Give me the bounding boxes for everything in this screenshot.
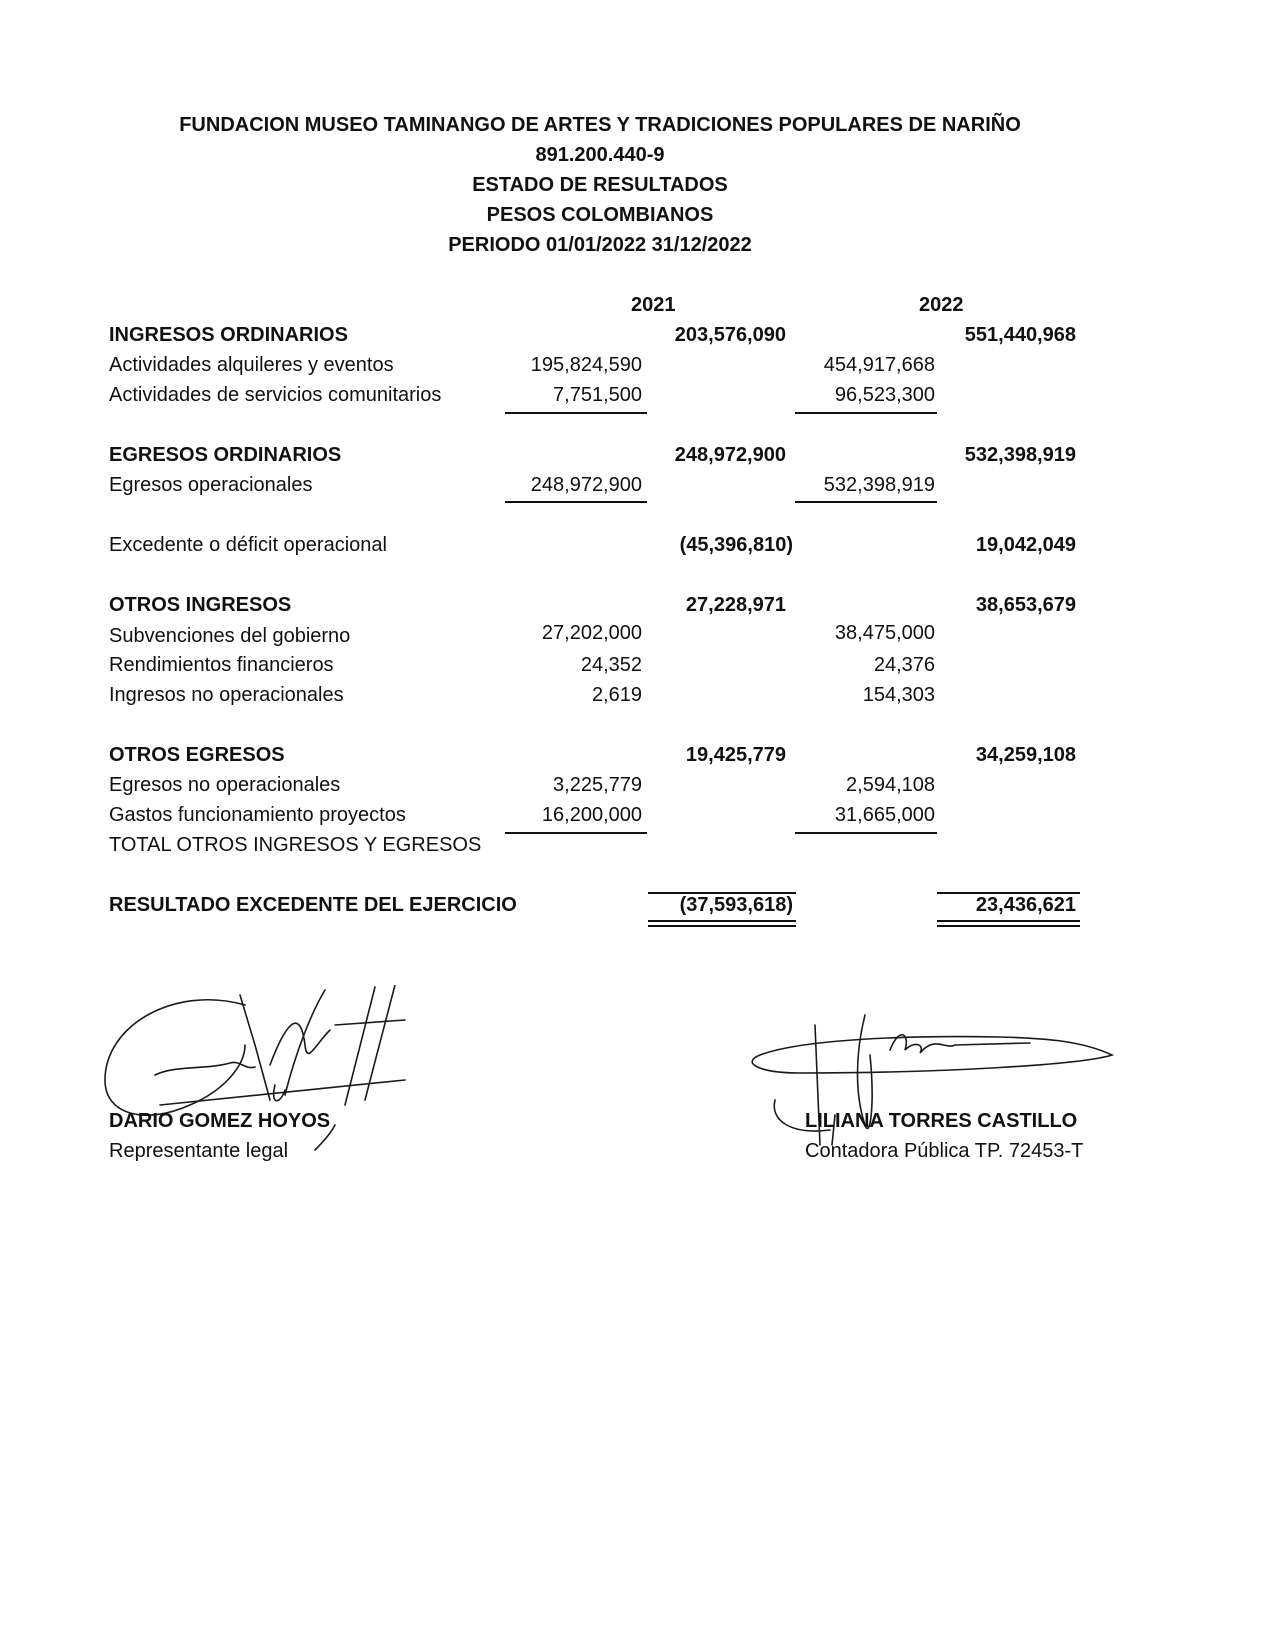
section-title-otros-egresos: OTROS EGRESOS: [109, 744, 285, 766]
total-2022-otros-egresos: 34,259,108: [975, 744, 1076, 766]
row-value-2022: 24,376: [873, 654, 935, 676]
row-value-2022: 454,917,668: [823, 354, 935, 376]
row-value-2021: 16,200,000: [541, 804, 642, 826]
subtotal-rule: [795, 412, 937, 414]
result-double-rule: [937, 920, 1080, 927]
row-value-2022: 2,594,108: [846, 774, 935, 796]
section-title-egresos: EGRESOS ORDINARIOS: [109, 444, 342, 466]
statement-title: ESTADO DE RESULTADOS: [472, 174, 728, 196]
total-2021-egresos: 248,972,900: [674, 444, 786, 466]
total-2022-ingresos: 551,440,968: [964, 324, 1076, 346]
subtotal-rule: [505, 501, 647, 503]
row-value-2022: 532,398,919: [823, 474, 935, 496]
row-label: Egresos operacionales: [109, 474, 313, 496]
subtotal-rule: [505, 832, 647, 834]
row-label: Subvenciones del gobierno: [109, 625, 351, 647]
resultado-label: RESULTADO EXCEDENTE DEL EJERCICIO: [109, 894, 517, 916]
row-label: Gastos funcionamiento proyectos: [109, 804, 406, 826]
total-2021-ingresos: 203,576,090: [674, 324, 786, 346]
nit-number: 891.200.440-9: [535, 144, 665, 166]
row-value-2021: 7,751,500: [553, 384, 642, 406]
row-value-2021: 27,202,000: [541, 622, 642, 644]
signer-left-name: DARIO GOMEZ HOYOS: [109, 1110, 331, 1132]
signer-right-role: Contadora Pública TP. 72453-T: [805, 1140, 1084, 1162]
row-value-2021: 24,352: [580, 654, 642, 676]
signer-right-name: LILIANA TORRES CASTILLO: [805, 1110, 1078, 1132]
organization-name: FUNDACION MUSEO TAMINANGO DE ARTES Y TRADICIONES POPULARES DE NARIÑO: [179, 114, 1021, 136]
total-2022-otros-ingresos: 38,653,679: [975, 594, 1076, 616]
excedente-2021: (45,396,810): [679, 534, 793, 556]
period-label: PERIODO 01/01/2022 31/12/2022: [448, 234, 752, 256]
row-value-2022: 154,303: [862, 684, 935, 706]
row-value-2022: 31,665,000: [834, 804, 935, 826]
row-label: Ingresos no operacionales: [109, 684, 344, 706]
row-label: Actividades de servicios comunitarios: [109, 384, 442, 406]
row-value-2022: 96,523,300: [834, 384, 935, 406]
total-2021-otros-egresos: 19,425,779: [685, 744, 786, 766]
subtotal-rule: [505, 412, 647, 414]
section-title-otros-ingresos: OTROS INGRESOS: [109, 594, 292, 616]
resultado-2021: (37,593,618): [679, 894, 793, 916]
excedente-label: Excedente o déficit operacional: [109, 534, 387, 556]
row-value-2021: 248,972,900: [530, 474, 642, 496]
subtotal-rule: [795, 832, 937, 834]
resultado-2022: 23,436,621: [975, 894, 1076, 916]
result-double-rule: [648, 920, 796, 927]
excedente-2022: 19,042,049: [975, 534, 1076, 556]
row-value-2022: 38,475,000: [834, 622, 935, 644]
subtotal-rule: [795, 501, 937, 503]
year-2022-header: 2022: [919, 294, 964, 316]
total-2022-egresos: 532,398,919: [964, 444, 1076, 466]
row-label: Egresos no operacionales: [109, 774, 341, 796]
total-2021-otros-ingresos: 27,228,971: [685, 594, 786, 616]
row-label: Actividades alquileres y eventos: [109, 354, 394, 376]
row-value-2021: 195,824,590: [530, 354, 642, 376]
section-title-ingresos: INGRESOS ORDINARIOS: [109, 324, 348, 346]
currency-label: PESOS COLOMBIANOS: [486, 204, 714, 226]
signer-left-role: Representante legal: [109, 1140, 289, 1162]
row-label: Rendimientos financieros: [109, 654, 334, 676]
row-value-2021: 3,225,779: [553, 774, 642, 796]
total-otros-label: TOTAL OTROS INGRESOS Y EGRESOS: [109, 834, 482, 856]
row-value-2021: 2,619: [591, 684, 642, 706]
year-2021-header: 2021: [631, 294, 676, 316]
